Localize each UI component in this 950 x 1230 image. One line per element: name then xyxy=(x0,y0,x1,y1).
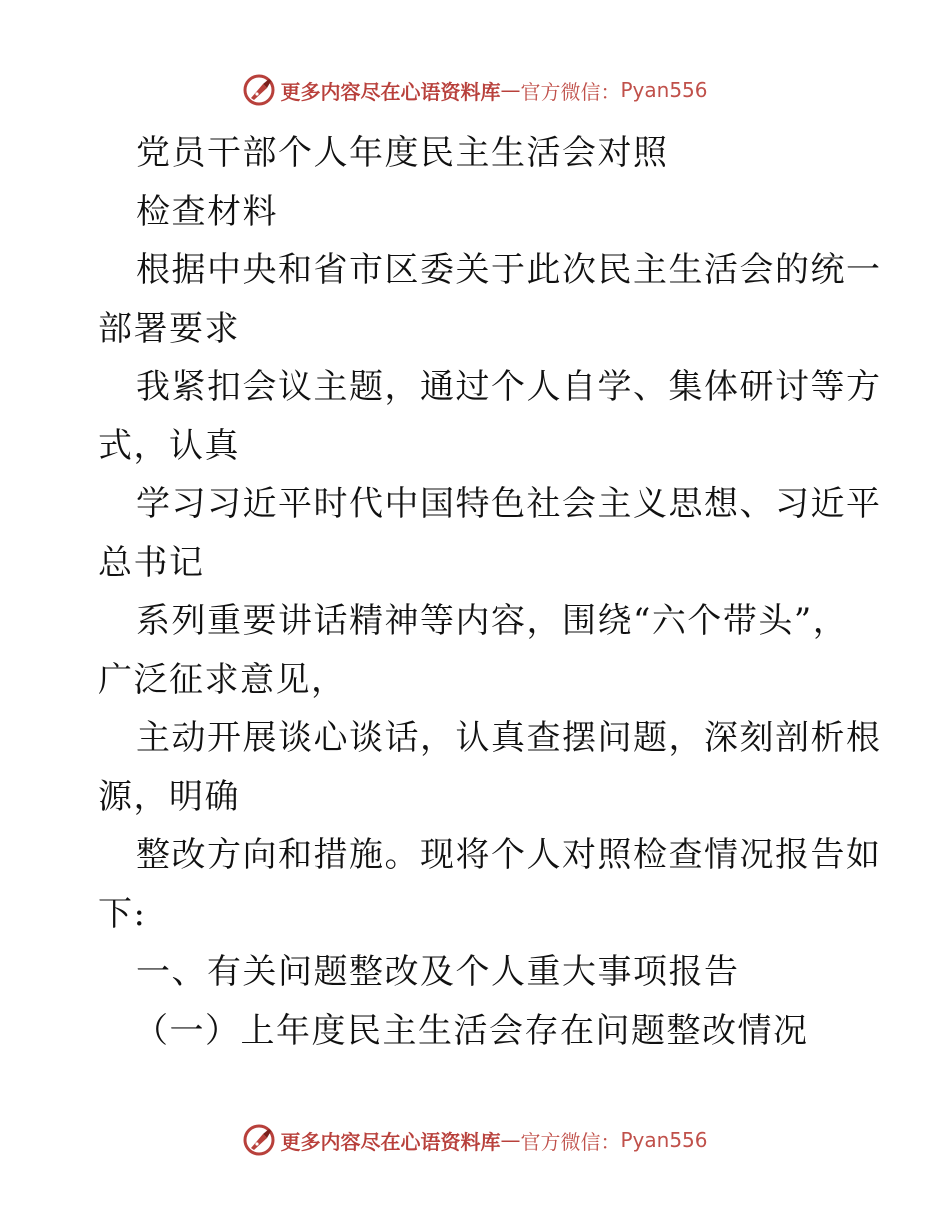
paragraph-line: 根据中央和省市区委关于此次民主生活会的统一 xyxy=(136,250,882,290)
subsection-heading: （一）上年度民主生活会存在问题整改情况 xyxy=(134,1010,809,1051)
document-body xyxy=(98,124,882,1060)
paragraph-line: 系列重要讲话精神等内容，围绕“六个带头”， xyxy=(136,601,849,641)
pen-nib-logo-icon xyxy=(242,73,276,107)
pen-nib-logo-icon xyxy=(242,1123,276,1157)
paragraph-line: 下: xyxy=(98,893,147,934)
section-heading: 一、有关问题整改及个人重大事项报告 xyxy=(136,952,740,992)
paragraph-line: 我紧扣会议主题，通过个人自学、集体研讨等方 xyxy=(136,367,882,407)
paragraph-line: 总书记 xyxy=(98,542,205,583)
paragraph-line: 部署要求 xyxy=(98,308,240,349)
paragraph-line: 源，明确 xyxy=(98,776,240,817)
banner-separator: — xyxy=(500,78,521,102)
banner-main-text: 更多内容尽在心语资料库 xyxy=(280,79,501,104)
banner-main-text: 更多内容尽在心语资料库 xyxy=(280,1129,501,1154)
paragraph-line: 学习习近平时代中国特色社会主义思想、习近平 xyxy=(136,484,882,524)
paragraph-line: 主动开展谈心谈话，认真查摆问题，深刻剖析根 xyxy=(136,718,882,758)
document-title-line-1: 党员干部个人年度民主生活会对照 xyxy=(136,133,669,173)
document-title-line-2: 检查材料 xyxy=(136,191,278,232)
paragraph-line: 广泛征求意见， xyxy=(98,659,347,700)
banner-separator: — xyxy=(500,1128,521,1152)
header-banner xyxy=(0,68,950,112)
banner-wechat-id: Pyan556 xyxy=(620,78,708,102)
paragraph-line: 式，认真 xyxy=(98,425,240,466)
paragraph-line: 整改方向和措施。现将个人对照检查情况报告如 xyxy=(136,835,882,875)
banner-wechat-label: 官方微信： xyxy=(520,79,621,104)
footer-banner xyxy=(0,1118,950,1162)
banner-wechat-id: Pyan556 xyxy=(620,1128,708,1152)
banner-wechat-label: 官方微信： xyxy=(520,1129,621,1154)
